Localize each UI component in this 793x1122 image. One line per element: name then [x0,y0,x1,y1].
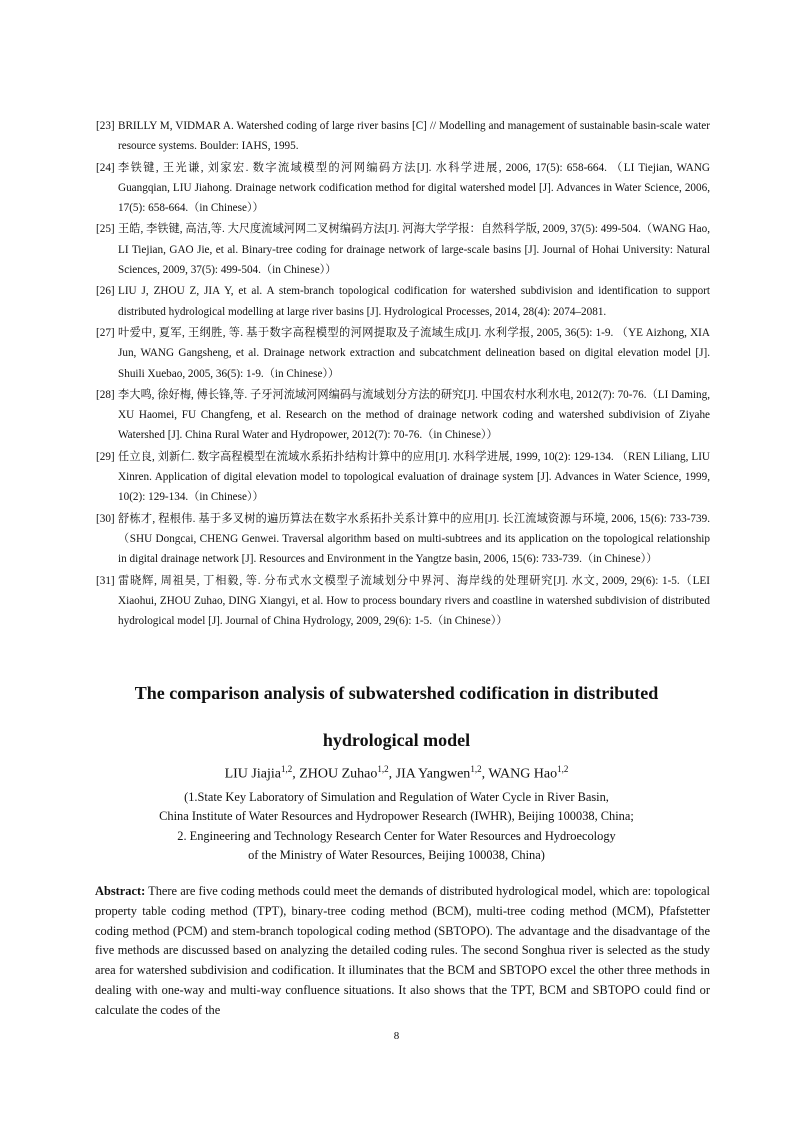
reference-item [96,323,710,384]
author-name: LIU Jiajia [224,766,281,782]
author-affiliation-mark: 1,2 [470,764,482,774]
reference-text: 舒栋才, 程根伟. 基于多叉树的遍历算法在数字水系拓扑关系计算中的应用[J]. 长江流域资源与环境, 2006, 15(6): 733-739. （SHU Dongcai, CHENG Genwei. Traversal algorithm based on multi-subtrees and its application on the topological relationship in digital drainage network [J]. Resources and Environment in the Yangtze basin, 2006, 15(6): 733-739.（in Chinese）） [118,512,710,566]
reference-list [96,116,710,632]
reference-number: [25] [96,223,115,236]
reference-text: 王皓, 李铁键, 高洁,等. 大尺度流域河网二叉树编码方法[J]. 河海大学学报：自然科学版, 2009, 37(5): 499-504.（WANG Hao, LI Tiejian, GAO Jie, et al. Binary-tree coding for drainage network of large-scale basins [J]. Journal of Hohai University: Natural Sciences, 2009, 37(5): 499-504.（in Chinese）） [118,223,710,277]
abstract-label: Abstract: [95,884,146,898]
reference-text: 叶爱中, 夏军, 王纲胜, 等. 基于数字高程模型的河网提取及子流域生成[J]. 水利学报, 2005, 36(5): 1-9. （YE Aizhong, XIA Jun, WANG Gangsheng, et al. Drainage network extraction and subcatchment delineation based on digital elevation model [J]. Shuili Xuebao, 2005, 36(5): 1-9.（in Chinese）） [118,326,710,380]
author-separator: , [292,766,300,782]
author-affiliation-mark: 1,2 [557,764,569,774]
reference-item [96,385,710,446]
reference-number: [30] [96,512,115,525]
reference-text: LIU J, ZHOU Z, JIA Y, et al. A stem-branch topological codification for watershed subdivision and identification to support distributed hydrological modelling at large river basins [J]. Hydrological Processes, 2014, 28(4): 2074–2081. [118,285,710,318]
reference-number: [31] [96,574,115,587]
reference-item [96,219,710,280]
abstract-paragraph [95,882,710,1021]
paper-title-line-1: The comparison analysis of subwatershed codification in distributed [134,683,659,703]
reference-text: BRILLY M, VIDMAR A. Watershed coding of large river basins [C] // Modelling and management of sustainable basin-scale water resource systems. Boulder: IAHS, 1995. [118,120,710,153]
author-separator: , [388,766,396,782]
affiliation-line: of the Ministry of Water Resources, Beijing 100038, China) [248,848,545,863]
reference-number: [29] [96,450,115,463]
english-title-block [60,682,733,866]
reference-item [96,116,710,157]
reference-item [96,447,710,508]
affiliation-block [60,788,733,866]
reference-number: [26] [96,285,115,298]
reference-item [96,158,710,219]
affiliation-line: (1.State Key Laboratory of Simulation and Regulation of Water Cycle in River Basin, [184,789,609,804]
reference-item [96,509,710,570]
reference-number: [28] [96,388,115,401]
author-separator: , [481,766,489,782]
author-name: WANG Hao [488,766,558,782]
reference-text: 任立良, 刘新仁. 数字高程模型在流域水系拓扑结构计算中的应用[J]. 水科学进展, 1999, 10(2): 129-134. （REN Liliang, LIU Xinren. Application of digital elevation model to topological evaluation of drainage system [J]. Advances in Water Science, 1999, 10(2): 129-134.（in Chinese）） [118,450,710,504]
author-name: JIA Yangwen [395,766,471,782]
reference-item [96,281,710,322]
abstract-text: There are five coding methods could meet the demands of distributed hydrological model, which are: topological property table coding method (TPT), binary-tree coding method (BCM), multi-tree coding method (MCM), Pfafstetter coding method (PCM) and stem-branch topological coding method (SBTOPO). The advantage and the disadvantage of the five methods are discussed based on analyzing the detailed coding rules. The second Songhua river is selected as the study area for watershed subdivision and codification. It illuminates that the BCM and SBTOPO excel the other three methods in dealing with one-way and multi-way confluence situations. It also shows that the TPT, BCM and SBTOPO could find or calculate the codes of the [95,884,710,1017]
reference-item [96,571,710,632]
reference-number: [23] [96,120,115,132]
author-affiliation-mark: 1,2 [280,764,293,774]
author-affiliation-mark: 1,2 [377,764,389,774]
author-name: ZHOU Zuhao [299,766,378,782]
page-number: 8 [393,1030,400,1042]
affiliation-line: China Institute of Water Resources and Hydropower Research (IWHR), Beijing 100038, China; [159,809,634,824]
affiliation-line: 2. Engineering and Technology Research Center for Water Resources and Hydroecology [177,828,616,843]
reference-number: [27] [96,326,115,339]
reference-text: 雷晓辉, 周祖昊, 丁相毅, 等. 分布式水文模型子流域划分中界河、海岸线的处理研究[J]. 水文, 2009, 29(6): 1-5.（LEI Xiaohui, ZHOU Zuhao, DING Xiangyi, et al. How to process boundary rivers and coastline in watershed subdivision of distributed hydrological model [J]. Journal of China Hydrology, 2009, 29(6): 1-5.（in Chinese）） [118,574,710,628]
reference-number: [24] [96,161,115,174]
reference-text: 李大鸣, 徐好梅, 傅长锋,等. 子牙河流域河网编码与流域划分方法的研究[J]. 中国农村水利水电, 2012(7): 70-76.（LI Daming, XU Haomei, FU Changfeng, et al. Research on the method of drainage network coding and watershed subdivision of Ziyahe Watershed [J]. China Rural Water and Hydropower, 2012(7): 70-76.（in Chinese）） [118,388,710,442]
author-list [60,760,733,784]
paper-title-line-2: hydrological model [322,730,471,750]
reference-text: 李铁键, 王光谦, 刘家宏. 数字流域模型的河网编码方法[J]. 水科学进展, 2006, 17(5): 658-664. （LI Tiejian, WANG Guangqian, LIU Jiahong. Drainage network codification method for digital watershed model [J]. Advances in Water Science, 2006, 17(5): 658-664.（in Chinese）） [118,161,710,215]
